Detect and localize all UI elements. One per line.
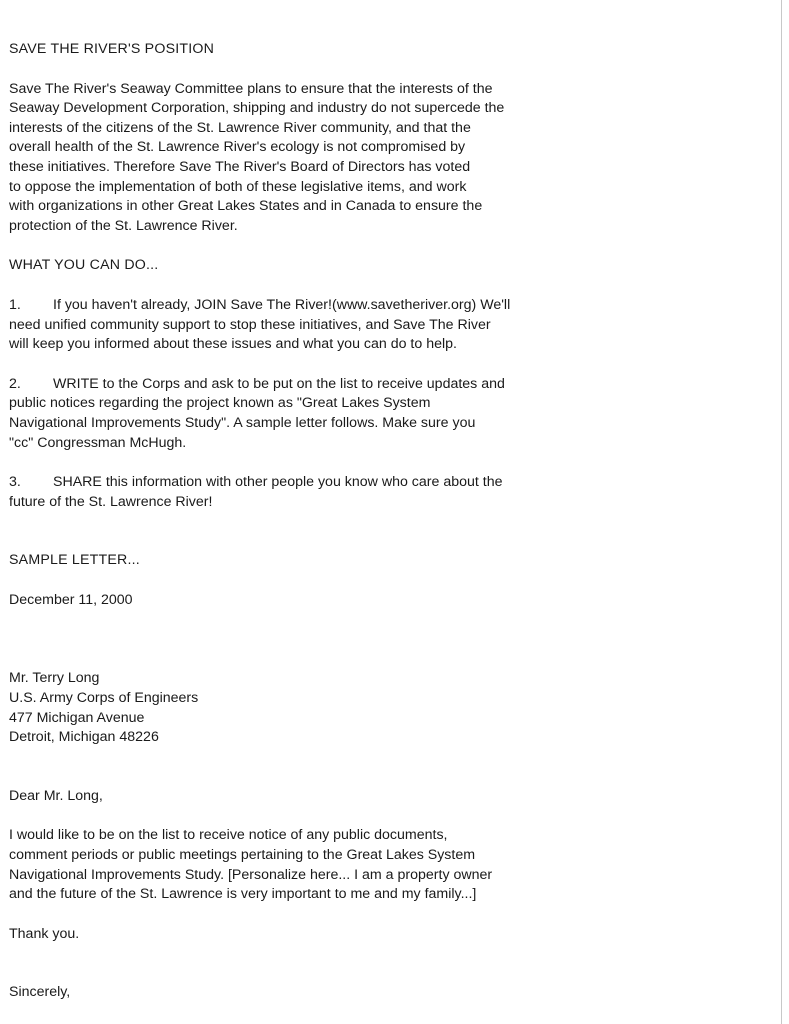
letter-body-line: Navigational Improvements Study. [Personalize here... I am a property owner — [9, 866, 493, 883]
page-edge-line — [781, 0, 782, 1024]
document-page — [9, 40, 774, 1003]
action-line: "cc" Congressman McHugh. — [9, 434, 187, 451]
position-line: Save The River's Seaway Committee plans to ensure that the interests of the — [9, 80, 493, 97]
letter-closing: Sincerely, — [9, 984, 71, 1001]
letter-date: December 11, 2000 — [9, 591, 133, 608]
letter-salutation: Dear Mr. Long, — [9, 787, 103, 804]
action-number: 1. — [9, 296, 21, 313]
action-line: will keep you informed about these issues and what you can do to help. — [9, 336, 457, 353]
address-line: 477 Michigan Avenue — [9, 709, 145, 726]
position-paragraph — [9, 80, 774, 237]
action-line: need unified community support to stop these initiatives, and Save The River — [9, 316, 491, 333]
action-number: 2. — [9, 375, 21, 392]
address-line: Detroit, Michigan 48226 — [9, 729, 159, 746]
position-line: protection of the St. Lawrence River. — [9, 217, 238, 234]
letter-body-line: and the future of the St. Lawrence is very important to me and my family...] — [9, 886, 477, 903]
recipient-address — [9, 669, 774, 747]
position-line: to oppose the implementation of both of these legislative items, and work — [9, 178, 467, 195]
address-line: U.S. Army Corps of Engineers — [9, 690, 199, 707]
action-number: 3. — [9, 474, 21, 491]
letter-thanks: Thank you. — [9, 925, 80, 942]
letter-body-line: comment periods or public meetings pertaining to the Great Lakes System — [9, 847, 476, 864]
action-line: Navigational Improvements Study". A sample letter follows. Make sure you — [9, 414, 476, 431]
sample-letter-heading: SAMPLE LETTER... — [9, 552, 140, 569]
position-line: Seaway Development Corporation, shipping and industry do not supercede the — [9, 100, 505, 117]
letter-body-line: I would like to be on the list to receive notice of any public documents, — [9, 827, 448, 844]
action-item-join — [9, 296, 774, 355]
action-item-share — [9, 473, 774, 512]
actions-heading: WHAT YOU CAN DO... — [9, 257, 159, 274]
action-line: future of the St. Lawrence River! — [9, 493, 213, 510]
action-line: public notices regarding the project known as "Great Lakes System — [9, 395, 431, 412]
action-line: WRITE to the Corps and ask to be put on the list to receive updates and — [53, 375, 505, 392]
position-line: these initiatives. Therefore Save The River's Board of Directors has voted — [9, 158, 471, 175]
action-item-write — [9, 375, 774, 453]
position-line: with organizations in other Great Lakes States and in Canada to ensure the — [9, 198, 483, 215]
position-line: overall health of the St. Lawrence River's ecology is not compromised by — [9, 139, 466, 156]
action-line: SHARE this information with other people you know who care about the — [53, 474, 503, 491]
action-line: If you haven't already, JOIN Save The River!(www.savetheriver.org) We'll — [53, 296, 511, 313]
position-heading: SAVE THE RIVER'S POSITION — [9, 41, 215, 57]
position-line: interests of the citizens of the St. Lawrence River community, and that the — [9, 119, 471, 136]
letter-body — [9, 826, 774, 904]
address-line: Mr. Terry Long — [9, 670, 100, 687]
